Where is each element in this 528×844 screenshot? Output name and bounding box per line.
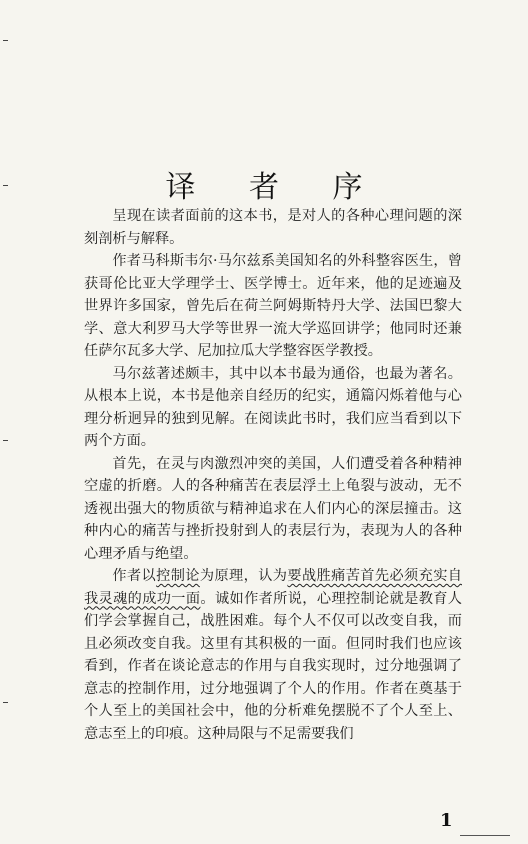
scan-mark (3, 40, 8, 41)
footer-rule (460, 835, 510, 836)
scan-mark (3, 440, 8, 441)
paragraph-4: 首先，在灵与肉激烈冲突的美国，人们遭受着各种精神空虚的折磨。人的各种痛苦在表层浮土上龟裂与波动，无不透视出强大的物质欲与精神追求在人们内心的深层撞击。这种内心的痛苦与挫折投射到人的表层行为，表现为人的各种心理矛盾与绝望。 (84, 455, 462, 562)
underlined-phrase: 要战胜痛苦首先必须充实自我灵魂的成功一面 (84, 568, 462, 607)
paragraph-5 (84, 565, 462, 745)
preface-body (84, 205, 462, 745)
page-number: 1 (440, 810, 453, 831)
page-title: 译 者 序 (165, 170, 385, 206)
text-run: 作者以 (112, 568, 157, 584)
paragraph-2: 作者马科斯韦尔·马尔兹系美国知名的外科整容医生，曾获哥伦比亚大学理学士、医学博士。近年来，他的足迹遍及世界许多国家，曾先后在荷兰阿姆斯特丹大学、法国巴黎大学、意大利罗马大学等世界一流大学巡回讲学；他同时还兼任萨尔瓦多大学、尼加拉瓜大学整容医学教授。 (84, 253, 462, 359)
text-run: 为原理，认为 (199, 568, 288, 584)
paragraph-3: 马尔兹著述颇丰，其中以本书最为通俗，也最为著名。从根本上说，本书是他亲自经历的纪实，通篇闪烁着他与心理分析迥异的独到见解。在阅读此书时，我们应当看到以下两个方面。 (84, 365, 462, 449)
text-run: 。诚如作者所说，心理控制论就是教育人们学会掌握自己，战胜困难。每个人不仅可以改变自我，而且必须改变自我。这里有其积极的一面。但同时我们也应该看到，作者在谈论意志的作用与自我实现时，过分地强调了意志的控制作用，过分地强调了个人的作用。作者在奠基于个人至上的美国社会中，他的分析难免摆脱不了个人至上、意志至上的印痕。这种局限与不足需要我们 (84, 590, 462, 742)
scan-mark (3, 702, 8, 703)
paragraph-1: 呈现在读者面前的这本书，是对人的各种心理问题的深刻剖析与解释。 (84, 208, 462, 247)
underlined-phrase: 控制论 (156, 568, 200, 584)
